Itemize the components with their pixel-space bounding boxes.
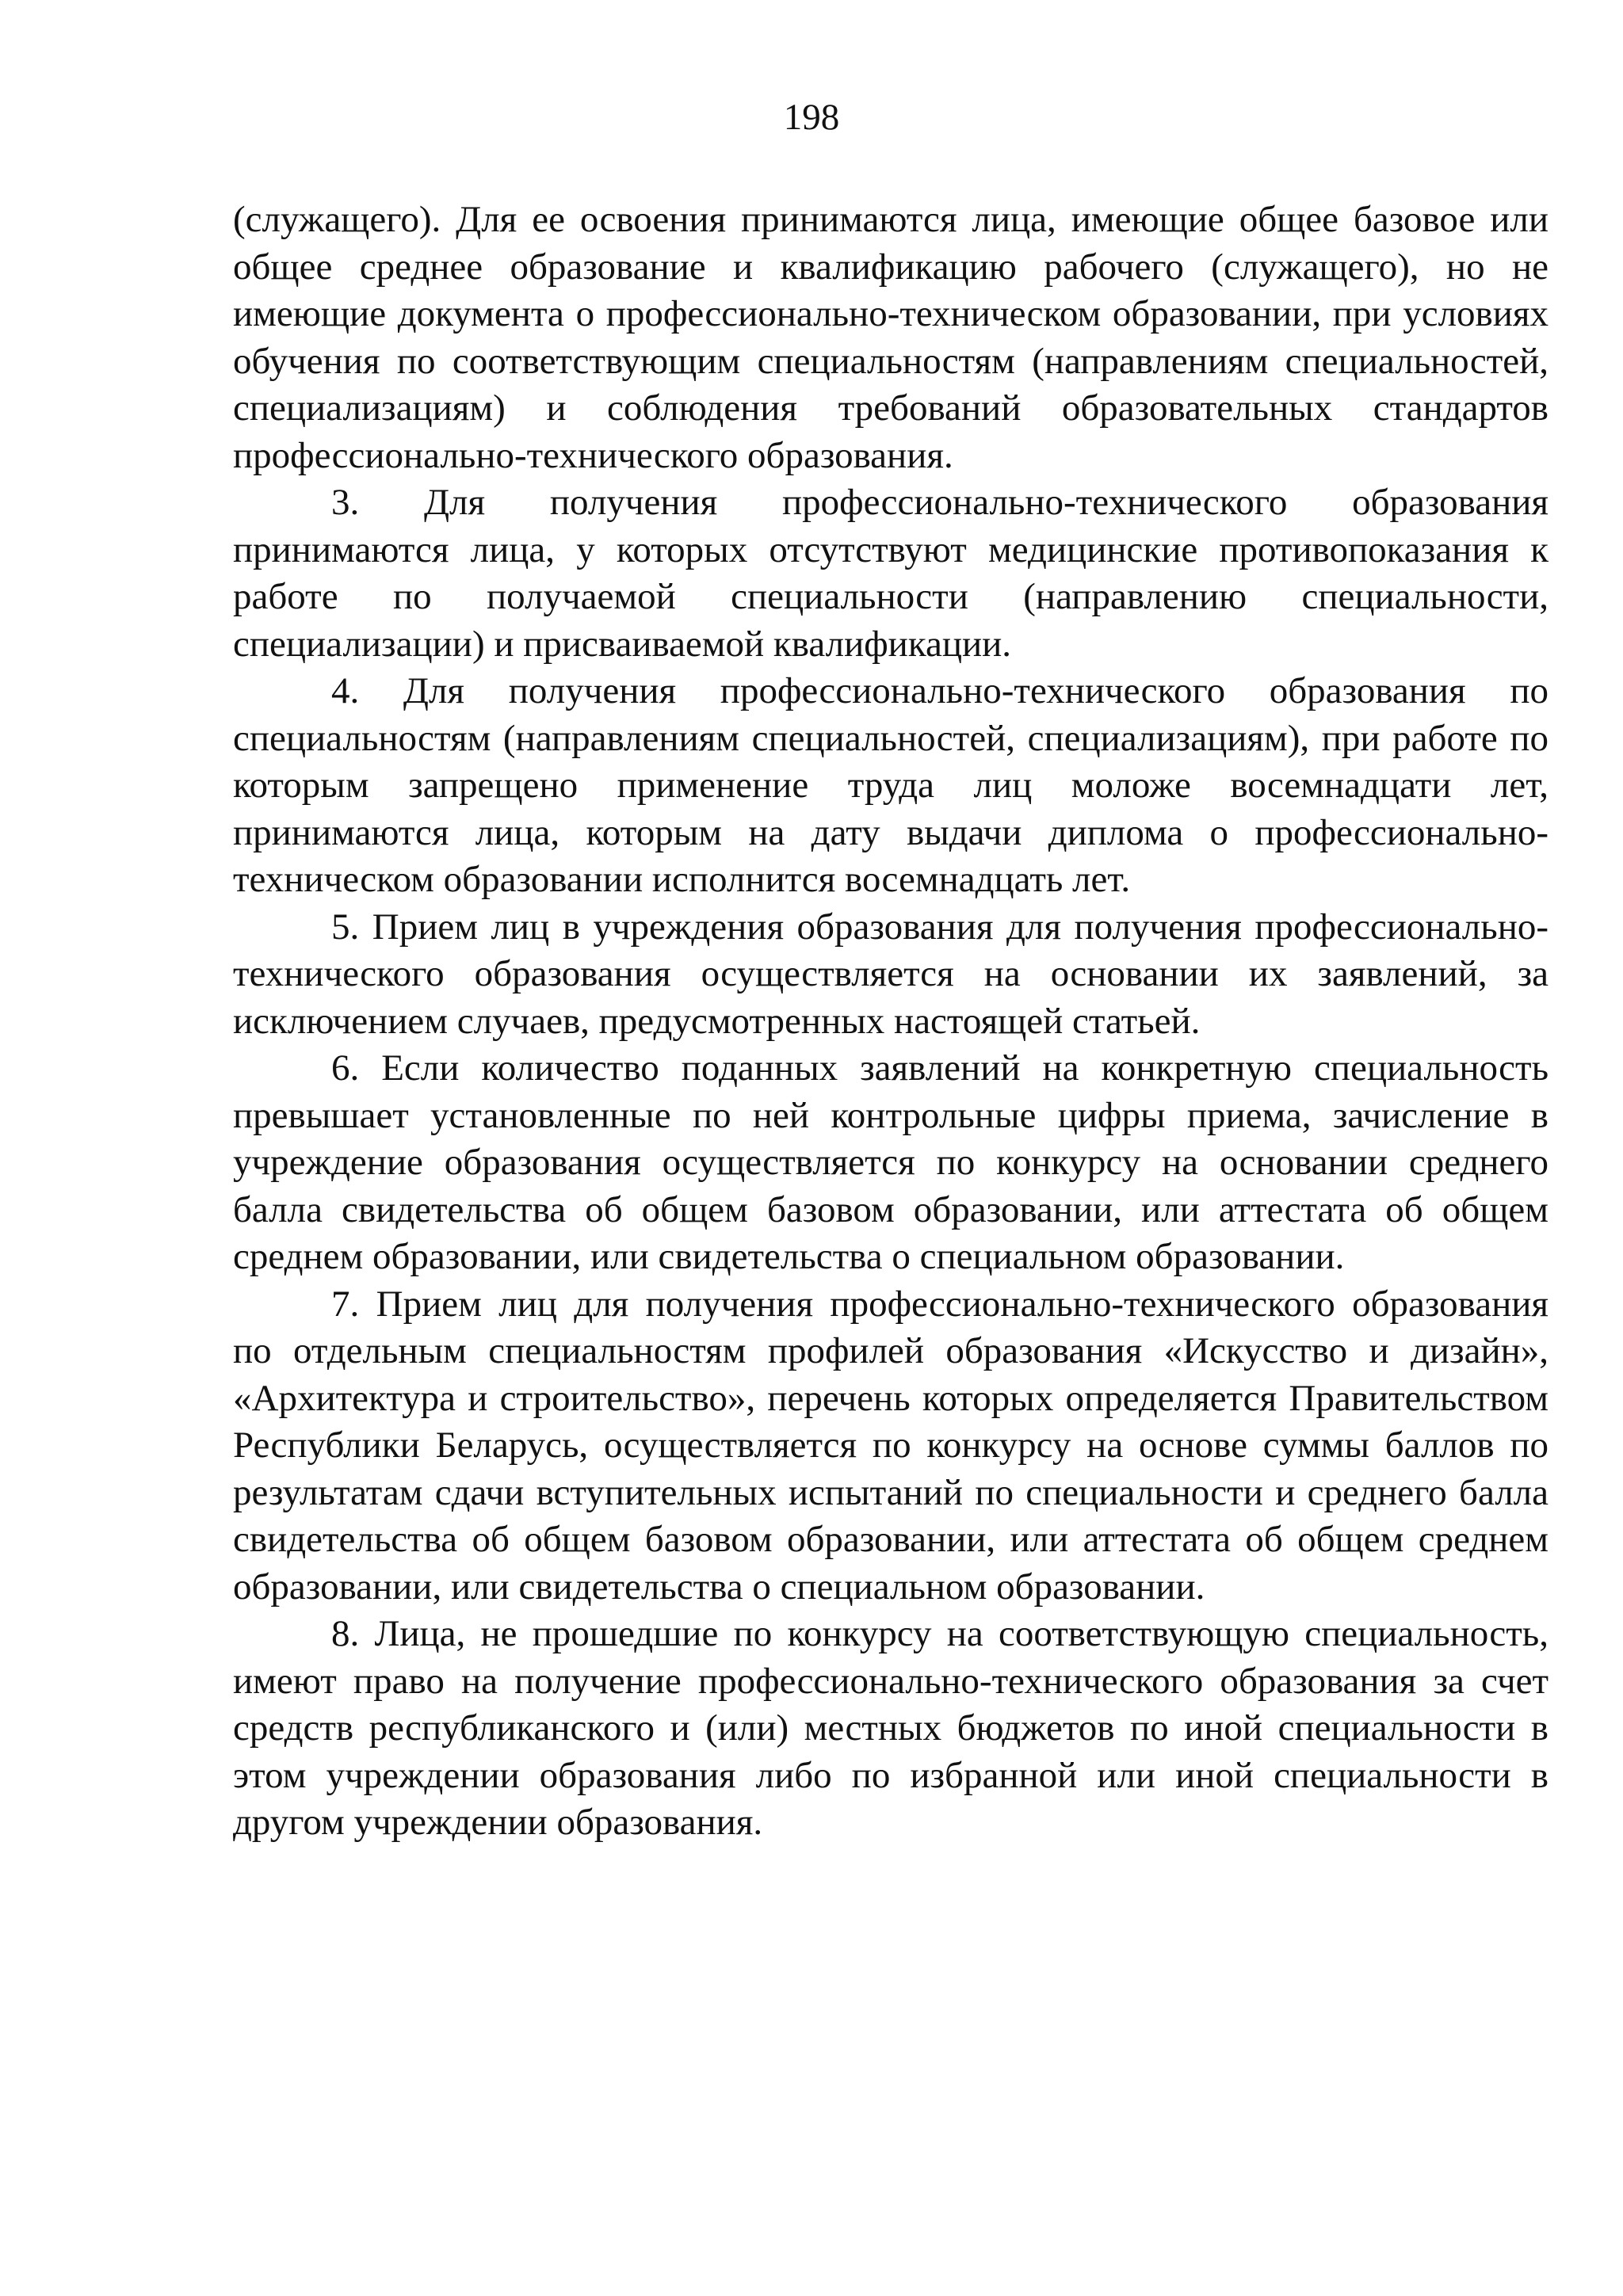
item-number: 6. [331, 1047, 360, 1089]
item-number: 8. [331, 1613, 360, 1654]
paragraph-item-7 [233, 1281, 1549, 1611]
paragraph-item-5 [233, 904, 1549, 1046]
paragraph-text: Если количество поданных заявлений на конкретную специальность превышает установленные по ней контрольные цифры приема, зачисление в учреждение образования осуществляется по конкурсу на основании среднего балла свидетельства об общем базовом образовании, или аттестата об общем среднем образовании, или свидетельства о специальном образовании. [233, 1047, 1549, 1277]
item-number: 3. [331, 482, 360, 523]
paragraph-text: Лица, не прошедшие по конкурсу на соответствующую специальность, имеют право на получение профессионально-технического образования за счет средств республиканского и (или) местных бюджетов по иной специальности в этом учреждении образования либо по избранной или иной специальности в другом учреждении образования. [233, 1613, 1549, 1843]
item-number: 4. [331, 670, 360, 711]
paragraph-item-4 [233, 668, 1549, 904]
paragraph-text: Прием лиц для получения профессионально-технического образования по отдельным специальностям профилей образования «Искусство и дизайн», «Архитектура и строительство», перечень которых определяется Правительством Республики Беларусь, осуществляется по конкурсу на основе суммы баллов по результатам сдачи вступительных испытаний по специальности и среднего балла свидетельства об общем базовом образовании, или аттестата об общем среднем образовании, или свидетельства о специальном образовании. [233, 1283, 1549, 1608]
item-number: 5. [331, 906, 360, 948]
paragraph-text: Для получения профессионально-технического образования принимаются лица, у которых отсутствуют медицинские противопоказания к работе по получаемой специальности (направлению специальности, специализации) и присваиваемой квалификации. [233, 482, 1549, 665]
paragraph-item-3 [233, 479, 1549, 668]
paragraph-text: (служащего). Для ее освоения принимаются лица, имеющие общее базовое или общее среднее образование и квалификацию рабочего (служащего), но не имеющие документа о профессионально-техническом образовании, при условиях обучения по соответствующим специальностям (направлениям специальностей, специализациям) и соблюдения требований образовательных стандартов профессионально-технического образования. [233, 199, 1549, 476]
page-number: 198 [783, 97, 840, 138]
item-number: 7. [331, 1283, 360, 1325]
document-body [233, 196, 1549, 1847]
paragraph-text: Прием лиц в учреждения образования для получения профессионально-технического образования осуществляется на основании их заявлений, за исключением случаев, предусмотренных настоящей статьей. [233, 906, 1549, 1042]
paragraph-continuation [233, 196, 1549, 479]
paragraph-item-8 [233, 1611, 1549, 1847]
paragraph-text: Для получения профессионально-технического образования по специальностям (направлениям специальностей, специализациям), при работе по которым запрещено применение труда лиц моложе восемнадцати лет, принимаются лица, которым на дату выдачи диплома о профессионально-техническом образовании исполнится восемнадцать лет. [233, 670, 1549, 900]
paragraph-item-6 [233, 1045, 1549, 1281]
